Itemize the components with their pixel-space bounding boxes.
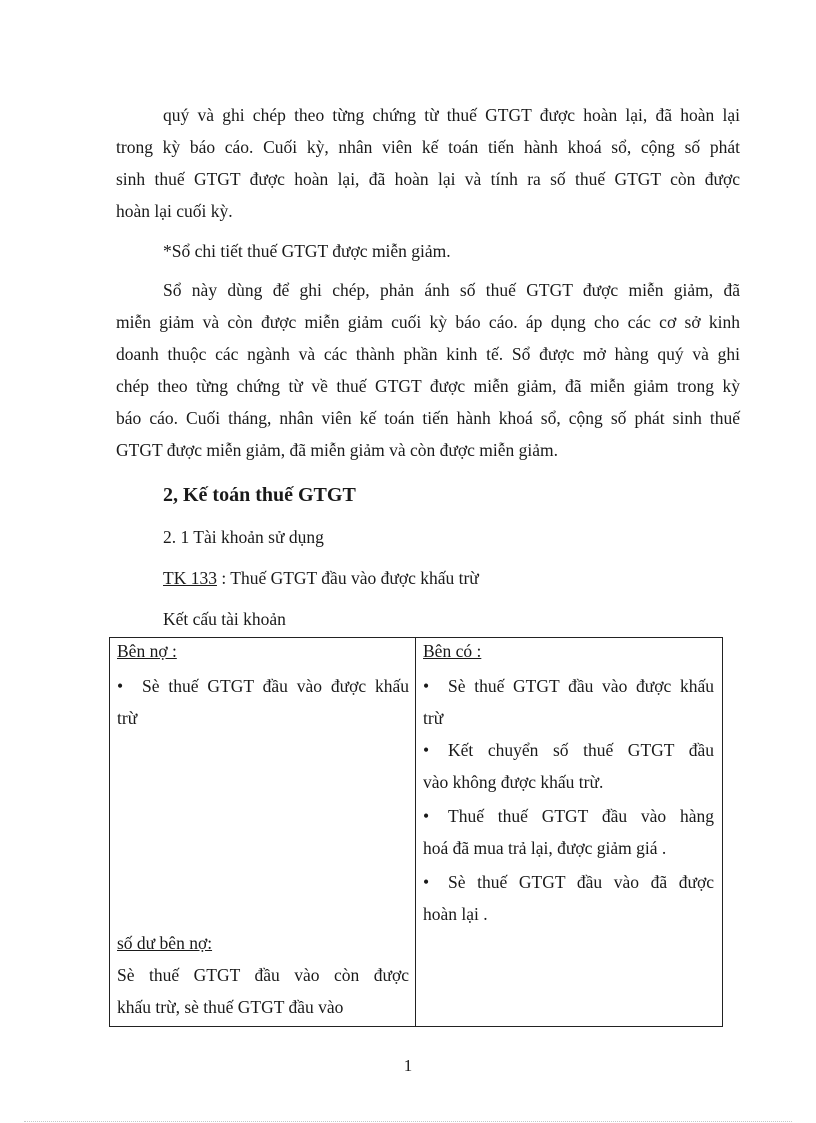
item-line: Sè thuế GTGT đầu vào được khấu (448, 676, 714, 696)
paragraph-line: hoàn lại cuối kỳ. (116, 201, 233, 221)
paragraph-hoan-lai (116, 99, 740, 227)
credit-header: Bên có : (423, 641, 482, 661)
item-line: Thuế thuế GTGT đầu vào hàng (448, 806, 714, 826)
credit-column (416, 638, 722, 1026)
bullet-icon: • (423, 740, 430, 760)
debit-header: Bên nợ : (117, 641, 177, 661)
balance-line: Sè thuế GTGT đầu vào còn được (117, 965, 409, 985)
paragraph-mien-giam (116, 274, 740, 466)
debit-item (117, 670, 409, 734)
paragraph-line: chép theo từng chứng từ về thuế GTGT được miễn giảm, đã miễn giảm trong kỳ (116, 376, 740, 396)
item-line: vào không được khấu trừ. (423, 772, 604, 792)
paragraph-line: báo cáo. Cuối tháng, nhân viên kế toán tiến hành khoá sổ, cộng số phát sinh thuế (116, 408, 740, 428)
paragraph-line: doanh thuộc các ngành và các thành phần kinh tế. Sổ được mở hàng quý và ghi (116, 344, 740, 364)
bullet-icon: • (423, 872, 430, 892)
debit-column (110, 638, 416, 1026)
account-line (163, 566, 479, 590)
paragraph-line: trong kỳ báo cáo. Cuối kỳ, nhân viên kế toán tiến hành khoá sổ, cộng số phát (116, 137, 740, 157)
debit-balance-text (117, 959, 409, 1023)
account-structure-table (109, 637, 723, 1027)
item-line: hoá đã mua trả lại, được giảm giá . (423, 838, 667, 858)
bullet-icon: • (117, 676, 124, 696)
subheading-so-chi-tiet: *Sổ chi tiết thuế GTGT được miễn giảm. (163, 241, 451, 261)
item-line: Sè thuế GTGT đầu vào được khấu (142, 676, 409, 696)
paragraph-line: GTGT được miễn giảm, đã miễn giảm và còn được miễn giảm. (116, 440, 558, 460)
subsection-heading: 2. 1 Tài khoản sử dụng (163, 527, 324, 547)
bullet-icon: • (423, 676, 430, 696)
debit-balance-label: số dư bên nợ: (117, 933, 213, 953)
paragraph-line: quý và ghi chép theo từng chứng từ thuế GTGT được hoàn lại, đã hoàn lại (163, 105, 740, 125)
structure-label: Kết cấu tài khoản (163, 609, 286, 629)
page-bottom-divider (24, 1121, 792, 1122)
credit-item (423, 734, 714, 798)
account-description: : Thuế GTGT đầu vào được khấu trừ (216, 568, 479, 588)
item-line: hoàn lại . (423, 904, 488, 924)
credit-item (423, 670, 714, 734)
page-number: 1 (403, 1056, 413, 1075)
credit-item (423, 866, 714, 930)
credit-item (423, 800, 714, 864)
item-line: Sè thuế GTGT đầu vào đã được (448, 872, 714, 892)
section-heading: 2, Kế toán thuế GTGT (163, 484, 356, 506)
paragraph-line: sinh thuế GTGT được hoàn lại, đã hoàn lại và tính ra số thuế GTGT còn được (116, 169, 740, 189)
paragraph-line: Sổ này dùng để ghi chép, phản ánh số thuế GTGT được miễn giảm, đã (163, 280, 740, 300)
paragraph-line: miễn giảm và còn được miễn giảm cuối kỳ báo cáo. áp dụng cho các cơ sở kinh (116, 312, 740, 332)
account-code: TK 133 (163, 568, 217, 588)
balance-line: khấu trừ, sè thuế GTGT đầu vào (117, 997, 344, 1017)
item-line: trừ (423, 708, 444, 728)
item-line: Kết chuyển số thuế GTGT đầu (448, 740, 714, 760)
item-line: trừ (117, 708, 138, 728)
bullet-icon: • (423, 806, 430, 826)
